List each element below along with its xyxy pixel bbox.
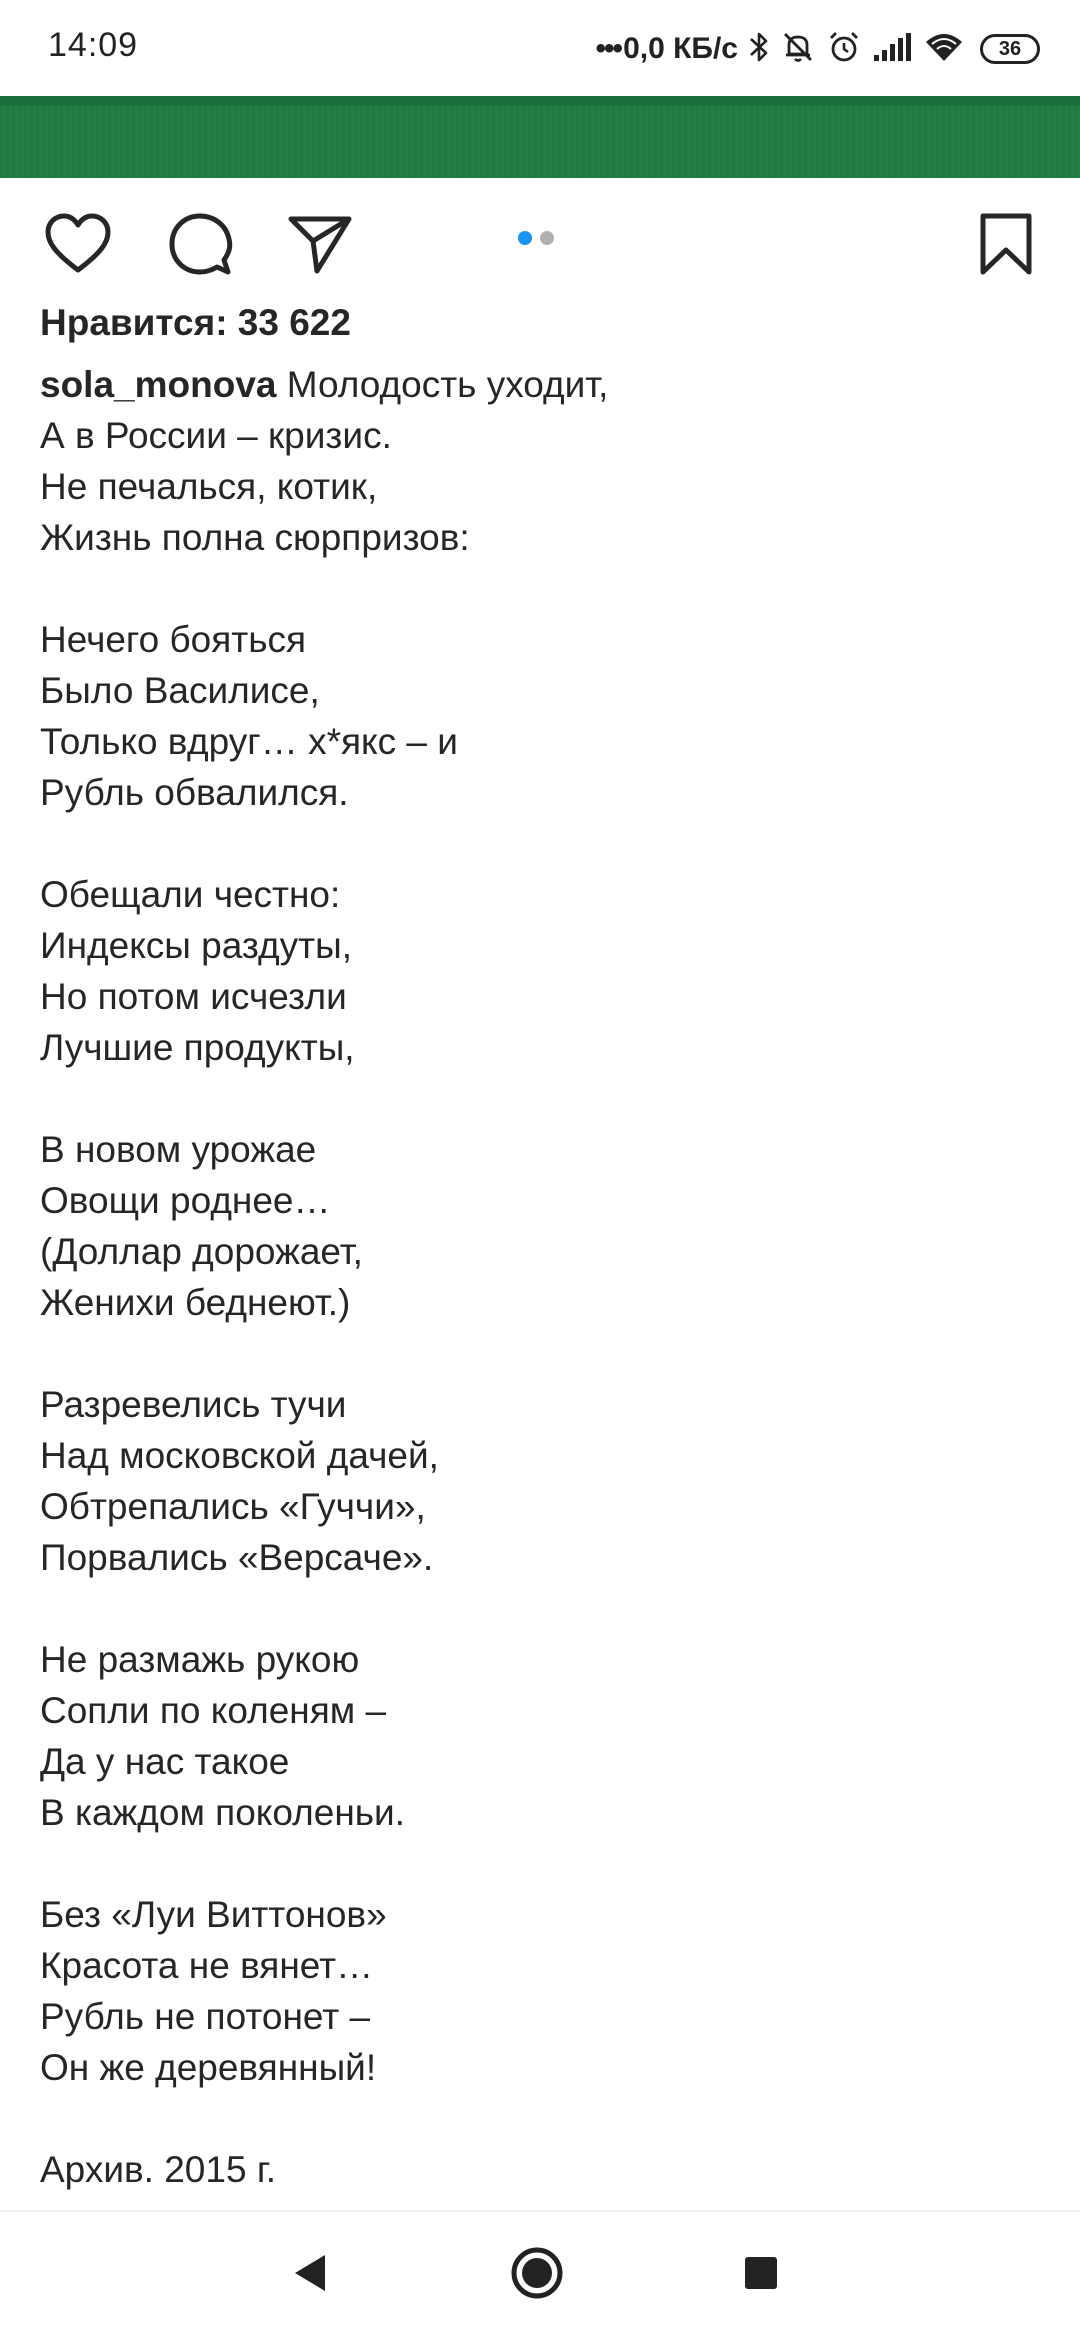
caption-username[interactable]: sola_monova — [40, 364, 277, 405]
back-button[interactable] — [276, 2238, 346, 2308]
carousel-dot — [540, 231, 554, 245]
system-navigation-bar — [0, 2212, 1080, 2340]
bell-muted-icon — [780, 29, 816, 70]
status-bar — [0, 0, 1080, 96]
save-button[interactable] — [970, 208, 1042, 280]
signal-icon — [872, 31, 914, 68]
heart-icon — [44, 212, 112, 276]
home-icon — [509, 2245, 565, 2301]
recents-button[interactable] — [726, 2238, 796, 2308]
home-button[interactable] — [502, 2238, 572, 2308]
post-image-edge — [0, 96, 1080, 106]
post-caption — [40, 359, 1040, 2195]
network-speed-text: 0,0 КБ/с — [623, 32, 738, 65]
bookmark-icon — [978, 212, 1034, 276]
carousel-indicator — [518, 231, 554, 245]
comment-button[interactable] — [164, 208, 236, 280]
post-actions — [0, 178, 1080, 298]
status-icons — [596, 22, 1040, 76]
battery-icon: 36 — [980, 34, 1040, 64]
caption-text: Молодость уходит, А в России – кризис. Не печалься, котик, Жизнь полна сюрпризов: Нечего бояться Было Василисе, Только вдруг… х*якс – и Рубль обвалился. Обещали честно: Индексы раздуты, Но потом исчезли Лучшие продукты, В новом урожае Овощи роднее… (Доллар дорожает, Женихи беднеют.) Разревелись тучи Над московской дачей, Обтрепались «Гуччи», Порвались «Версаче». Не размажь рукою Сопли по коленям – Да у нас такое В каждом поколеньи. Без «Луи Виттонов» Красота не вянет… Рубль не потонет – Он же деревянный! Архив. 2015 г. — [40, 364, 609, 2190]
back-icon — [291, 2251, 331, 2295]
recents-icon — [741, 2253, 781, 2293]
status-time: 14:09 — [48, 26, 139, 64]
like-button[interactable] — [42, 208, 114, 280]
alarm-icon — [826, 29, 862, 70]
bluetooth-icon — [748, 30, 770, 69]
more-notifications-icon: ••• — [595, 32, 622, 65]
likes-count[interactable]: Нравится: 33 622 — [40, 302, 351, 343]
network-speed — [596, 32, 738, 66]
send-icon — [287, 213, 353, 275]
comment-icon — [167, 211, 233, 277]
share-button[interactable] — [284, 208, 356, 280]
wifi-icon — [924, 31, 964, 68]
carousel-dot-active — [518, 231, 532, 245]
post-image[interactable] — [0, 96, 1080, 178]
